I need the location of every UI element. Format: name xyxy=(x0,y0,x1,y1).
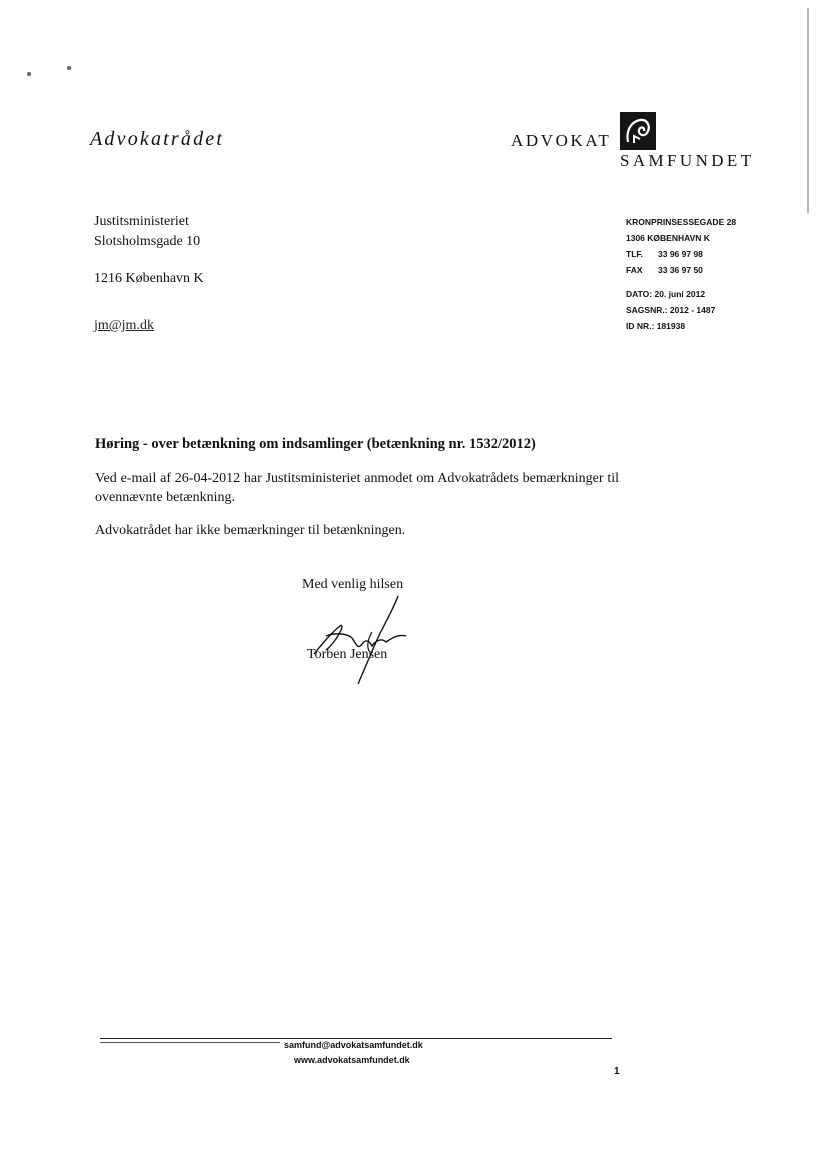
letter-paragraph-1: Ved e-mail af 26-04-2012 har Justitsministeriet anmodet om Advokatrådets bemærkninger til ovennævnte betænkning. xyxy=(95,471,619,505)
handwritten-signature xyxy=(296,592,416,692)
letter-subject: Høring - over betænkning om indsamlinger (betænkning nr. 1532/2012) xyxy=(95,436,536,452)
page-number: 1 xyxy=(614,1066,620,1077)
recipient-name: Justitsministeriet xyxy=(94,214,189,229)
scan-edge-line xyxy=(807,8,809,213)
phone-value: 33 96 97 98 xyxy=(658,249,703,259)
signer-name: Torben Jensen xyxy=(307,647,388,662)
recipient-email-link[interactable]: jm@jm.dk xyxy=(94,318,154,333)
recipient-address xyxy=(94,212,204,289)
logo-word-advokat: ADVOKAT xyxy=(511,131,612,150)
letter-paragraph-2: Advokatrådet har ikke bemærkninger til betænkningen. xyxy=(95,523,406,538)
advokatsamfundet-logo-icon xyxy=(620,112,656,150)
scan-speck xyxy=(67,66,71,70)
scan-speck xyxy=(27,72,31,76)
recipient-street: Slotsholmsgade 10 xyxy=(94,234,201,249)
date-line: DATO: 20. juni 2012 xyxy=(626,289,706,299)
sender-phone-row xyxy=(626,246,736,262)
recipient-postal: 1216 København K xyxy=(94,271,204,286)
letter-closing: Med venlig hilsen xyxy=(302,577,404,592)
phone-label: TLF. xyxy=(626,249,643,259)
footer-divider xyxy=(100,1038,612,1039)
sender-fax-row xyxy=(626,262,736,278)
footer-website-link[interactable]: www.advokatsamfundet.dk xyxy=(294,1055,410,1065)
footer-divider-secondary xyxy=(100,1042,280,1043)
footer-email-link[interactable]: samfund@advokatsamfundet.dk xyxy=(284,1040,423,1050)
sender-city: 1306 KØBENHAVN K xyxy=(626,233,710,243)
advokatraadet-brand: Advokatrådet xyxy=(90,128,225,150)
sender-street: KRONPRINSESSEGADE 28 xyxy=(626,217,737,227)
sender-info-block xyxy=(626,214,736,334)
case-number-line: SAGSNR.: 2012 - 1487 xyxy=(626,305,716,315)
logo-word-samfundet: SAMFUNDET xyxy=(620,151,755,170)
fax-label: FAX xyxy=(626,265,643,275)
fax-value: 33 36 97 50 xyxy=(658,265,703,275)
id-number-line: ID NR.: 181938 xyxy=(626,321,686,331)
